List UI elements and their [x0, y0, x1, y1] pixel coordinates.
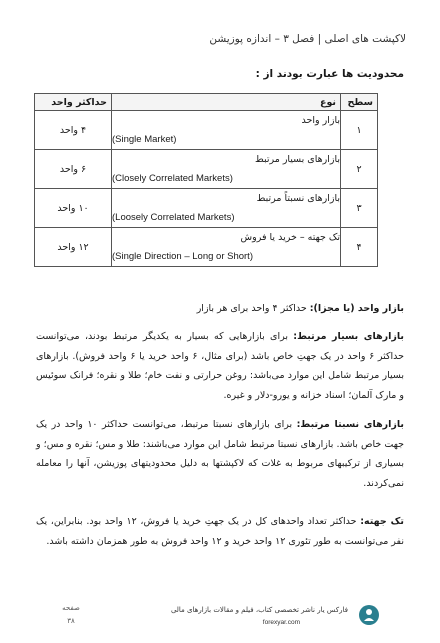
term-single-market: بازار واحد (یا مجزا):	[309, 303, 404, 314]
publisher-logo-icon	[358, 604, 380, 626]
table-row	[35, 150, 378, 189]
cell-level: ۲	[341, 150, 378, 189]
type-persian: بازارهای بسیار مرتبط	[254, 154, 340, 165]
table-header-row	[35, 94, 378, 111]
paragraph-text: برای بازارهای نسبتا مرتبط، می‌توانست حداکثر ۱۰ واحد در یک جهت خاص باشد. بازارهای نسبتا مرتبط شامل این موارد می‌باشند: طلا و مس؛ نقره و مس؛ و بسیاری از ترکیبهای مربوط به غلات که لاکپشتها به دلیل محدودیتهای پوزیشن، آنها را معامله نمی‌کردند.	[36, 419, 404, 489]
cell-level: ۱	[341, 111, 378, 150]
type-english: (Loosely Correlated Markets)	[112, 212, 235, 223]
type-english: (Closely Correlated Markets)	[112, 173, 233, 184]
term-single-direction: تک جهته:	[360, 516, 404, 527]
type-english: (Single Market)	[112, 134, 177, 145]
paragraph-loosely-correlated	[36, 415, 404, 493]
type-english: (Single Direction – Long or Short)	[112, 251, 253, 262]
cell-max-units: ۴ واحد	[35, 111, 112, 150]
cell-type	[112, 111, 341, 150]
paragraph-single-market	[36, 299, 404, 319]
cell-level: ۴	[341, 228, 378, 267]
paragraph-closely-correlated	[36, 327, 404, 405]
publisher-brand: فارکس یار ناشر تخصصی کتاب، فیلم و مقالات بازارهای مالی	[170, 606, 348, 614]
cell-max-units: ۱۰ واحد	[35, 189, 112, 228]
table-row	[35, 111, 378, 150]
table-row	[35, 189, 378, 228]
cell-level: ۳	[341, 189, 378, 228]
paragraph-text: حداکثر ۴ واحد برای هر بازار	[196, 303, 310, 314]
term-loosely-correlated: بازارهای نسبتا مرتبط:	[296, 419, 404, 430]
header-type: نوع	[112, 94, 341, 111]
cell-max-units: ۱۲ واحد	[35, 228, 112, 267]
cell-type	[112, 150, 341, 189]
page-number: ۳۸	[67, 617, 75, 625]
running-header: لاکپشت های اصلی | فصل ۳ – اندازه پوزیشن	[209, 33, 406, 45]
publisher-url: forexyar.com	[262, 619, 300, 626]
type-persian: تک جهته – خرید یا فروش	[240, 232, 340, 243]
header-level: سطح	[341, 94, 378, 111]
section-title: محدودیت ها عبارت بودند از :	[255, 68, 404, 80]
type-persian: بازار واحد	[301, 115, 340, 126]
table-row	[35, 228, 378, 267]
page-label: صفحه	[62, 604, 80, 612]
cell-max-units: ۶ واحد	[35, 150, 112, 189]
paragraph-single-direction	[36, 512, 404, 551]
cell-type	[112, 228, 341, 267]
term-closely-correlated: بازارهای بسیار مرتبط:	[293, 331, 404, 342]
limits-table	[34, 93, 378, 267]
cell-type	[112, 189, 341, 228]
paragraph-text: حداکثر تعداد واحدهای کل در یک جهتِ خرید یا فروش، ۱۲ واحد بود. بنابراین، یک نفر می‌توانست به طور تئوری ۱۲ واحد خرید و ۱۲ واحد فروش به طور همزمان داشته باشد.	[36, 516, 404, 547]
type-persian: بازارهای نسبتاً مرتبط	[256, 193, 340, 204]
header-max-units: حداکثر واحد	[35, 94, 112, 111]
paragraph-text: برای بازارهایی که بسیار به یکدیگر مرتبط بودند، می‌توانست حداکثر ۶ واحد در یک جهتِ خاص باشد (برای مثال، ۶ واحد خرید یا ۶ واحد فروش). بازارهای بسیار مرتبط شامل این موارد می‌باشد: روغن حرارتی و نفت خام؛ طلا و نقره؛ فرانک سوئیس و مارک آلمان؛ اسناد خزانه و یورو-دلار و غیره.	[36, 331, 404, 401]
